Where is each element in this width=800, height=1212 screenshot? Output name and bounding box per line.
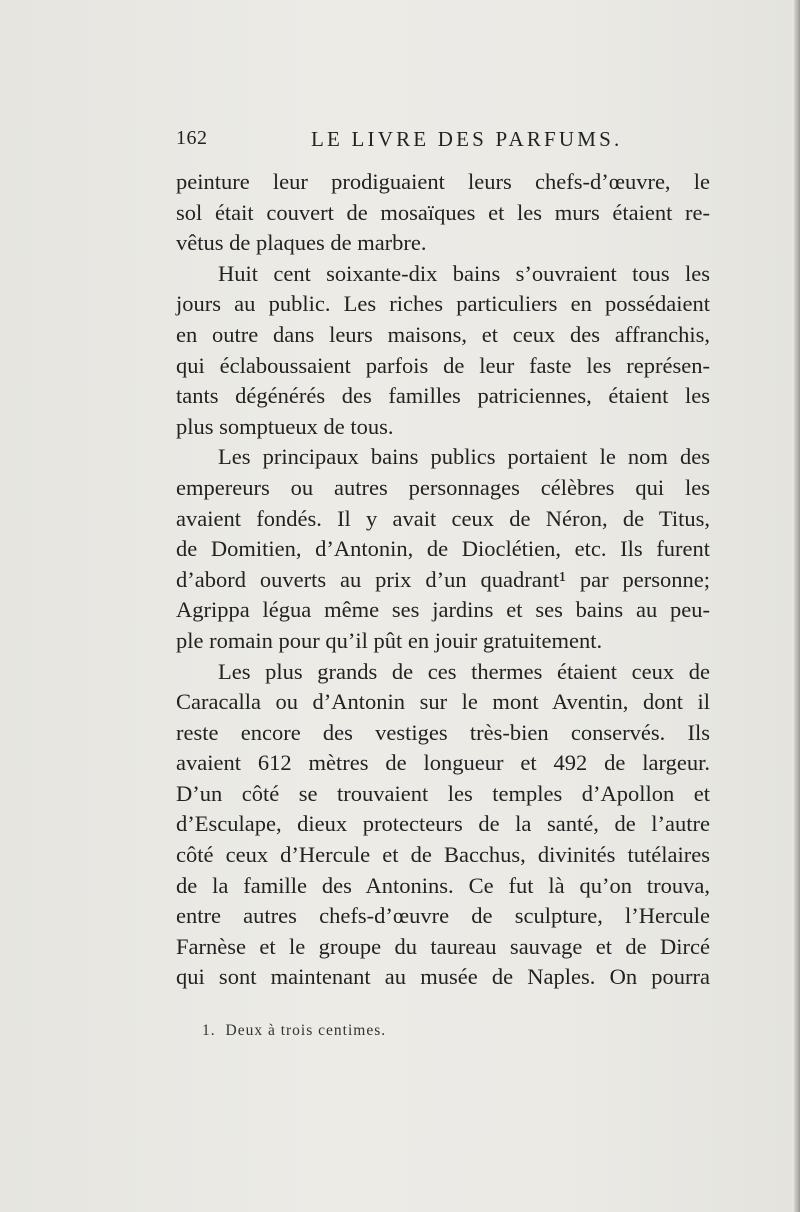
text-line: de Domitien, d’Antonin, de Dioclétien, etc. Ils furent (176, 536, 710, 562)
text-line: Les plus grands de ces thermes étaient ceux de (218, 658, 710, 684)
text-line: peinture leur prodiguaient leurs chefs-d’œuvre, le (176, 169, 710, 194)
footnote (202, 1022, 386, 1040)
text-line: ple romain pour qu’il pût en jouir gratuitement. (176, 627, 603, 653)
text-line: reste encore des vestiges très-bien conservés. Ils (176, 719, 710, 745)
text-line: vêtus de plaques de marbre. (176, 230, 427, 256)
text-line: D’un côté se trouvaient les temples d’Apollon et (176, 780, 710, 806)
text-line: tants dégénérés des familles patriciennes, étaient les (176, 383, 710, 409)
footnote-number: 1. (202, 1022, 216, 1039)
text-line: côté ceux d’Hercule et de Bacchus, divinités tutélaires (176, 842, 710, 868)
text-line: qui sont maintenant au musée de Naples. On pourra (176, 964, 710, 990)
running-title: LE LIVRE DES PARFUMS. (311, 127, 623, 151)
text-line: qui éclaboussaient parfois de leur faste les représen- (176, 352, 710, 378)
text-line: empereurs ou autres personnages célèbres qui les (176, 474, 710, 500)
page-header (176, 127, 710, 151)
page-edge (794, 0, 800, 1212)
text-line: en outre dans leurs maisons, et ceux des affranchis, (176, 321, 710, 347)
text-line: plus somptueux de tous. (176, 413, 394, 439)
text-line: avaient fondés. Il y avait ceux de Néron, de Titus, (176, 505, 710, 531)
text-line: Huit cent soixante-dix bains s’ouvraient tous les (218, 260, 710, 286)
text-line: sol était couvert de mosaïques et les murs étaient re- (176, 199, 710, 225)
text-line: Agrippa légua même ses jardins et ses bains au peu- (176, 597, 710, 623)
footnote-text: Deux à trois centimes. (225, 1022, 387, 1039)
text-line: entre autres chefs-d’œuvre de sculpture, l’Hercule (176, 903, 710, 929)
page-number: 162 (176, 127, 208, 149)
text-line: jours au public. Les riches particuliers en possédaient (176, 291, 710, 317)
text-line: de la famille des Antonins. Ce fut là qu’on trouva, (176, 872, 710, 898)
text-line: d’abord ouverts au prix d’un quadrant¹ par personne; (176, 566, 710, 592)
text-line: Les principaux bains publics portaient le nom des (218, 444, 710, 470)
text-line: d’Esculape, dieux protecteurs de la santé, de l’autre (176, 811, 710, 837)
text-line: avaient 612 mètres de longueur et 492 de largeur. (176, 750, 710, 776)
text-line: Farnèse et le groupe du taureau sauvage et de Dircé (176, 933, 710, 959)
body-text (176, 167, 710, 993)
text-line: Caracalla ou d’Antonin sur le mont Aventin, dont il (176, 689, 710, 715)
